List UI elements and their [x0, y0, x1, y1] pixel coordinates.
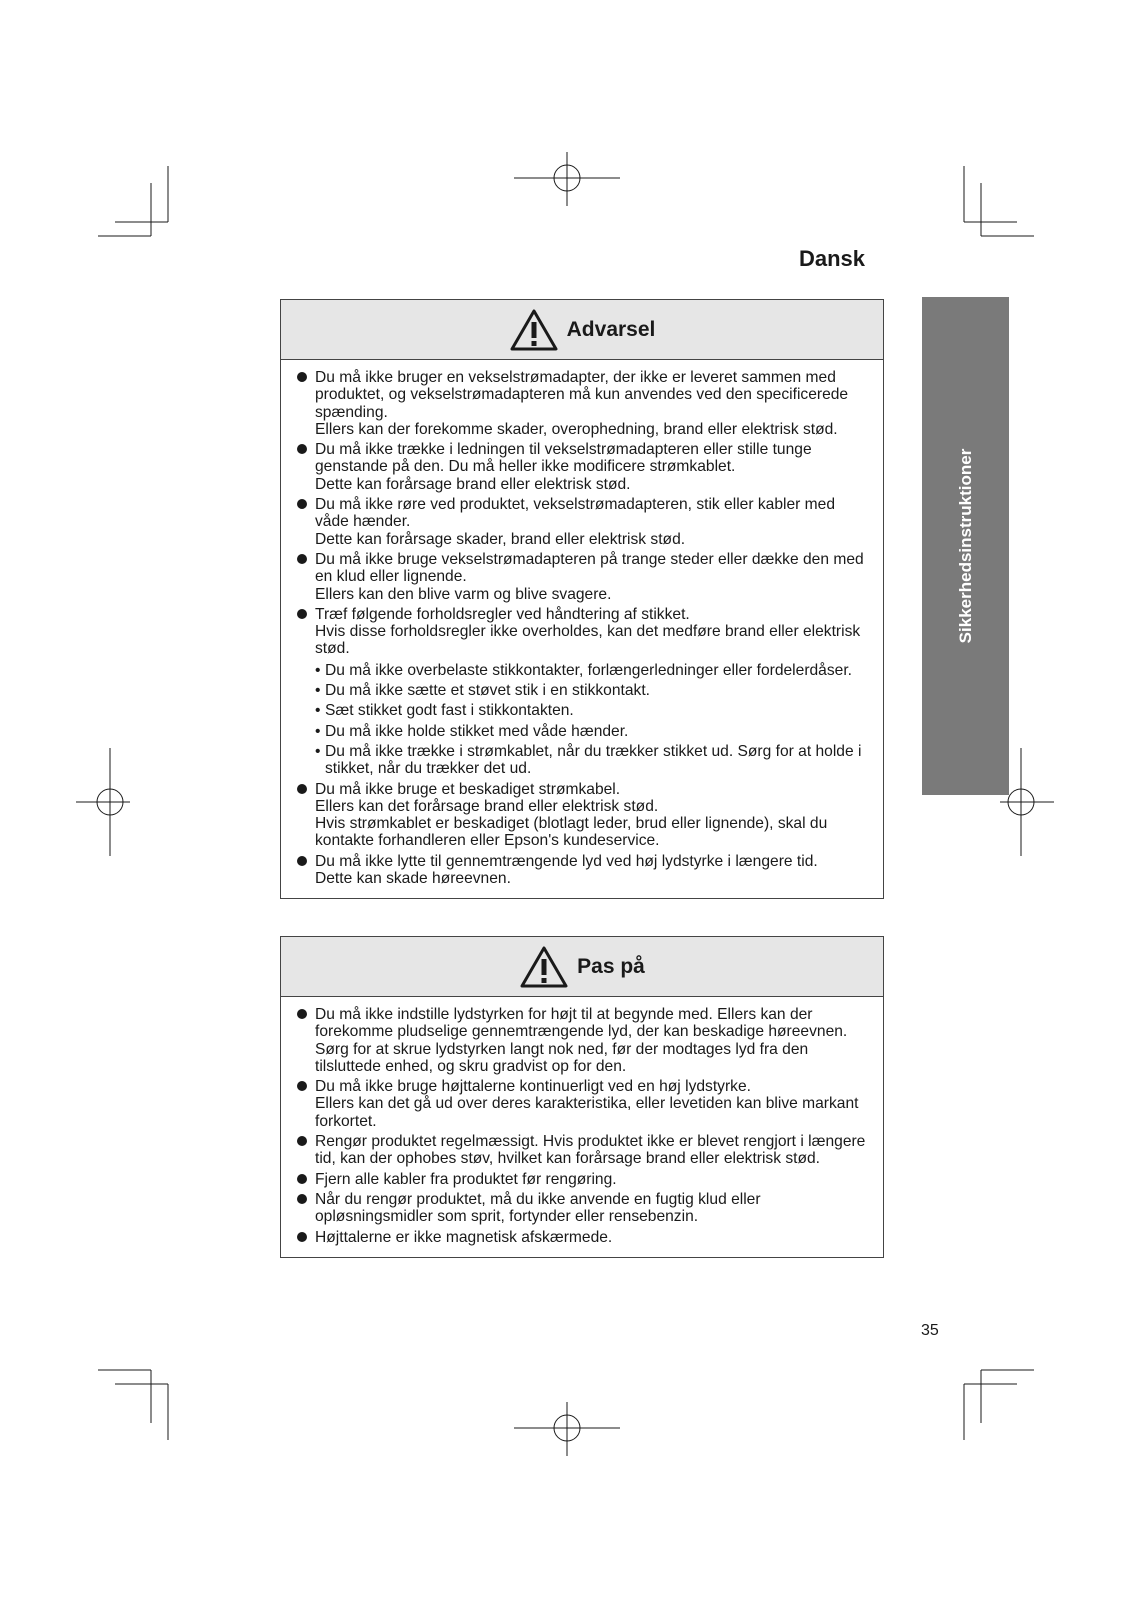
caution-item-text: Fjern alle kabler fra produktet før rengøring. [315, 1170, 617, 1188]
warning-item [295, 853, 871, 888]
language-heading: Dansk [798, 246, 865, 271]
caution-item [295, 1191, 871, 1226]
warning-subitem-text: Du må ikke overbelaste stikkontakter, forlængerledninger eller fordelerdåser. [325, 661, 852, 679]
caution-item-text: Du må ikke indstille lydstyrken for højt til at begynde med. Ellers kan der forekomme pludselige gennemtrængende lyd, der kan beskadige høreevnen. Sørg for at skrue lydstyrken langt nok ned, før der modtages lyd fra den tilsluttede enhed, og skru gradvist op for den. [315, 1006, 848, 1075]
registration-mark-bottom [514, 1402, 620, 1456]
caution-item-text: Højttalerne er ikke magnetisk afskærmede. [315, 1228, 613, 1246]
caution-item [295, 1078, 871, 1130]
caution-list [281, 997, 883, 1257]
caution-box-header [281, 937, 883, 997]
caution-title: Pas på [577, 954, 645, 978]
warning-title: Advarsel [566, 317, 656, 341]
warning-item-text: Ellers kan det forårsage brand eller elektrisk stød. [315, 797, 659, 815]
warning-subitem-text: Du må ikke sætte et støvet stik i en stikkontakt. [325, 682, 650, 700]
bullet-icon [297, 372, 307, 382]
caution-item [295, 1006, 871, 1075]
small-bullet-icon: • [315, 682, 321, 700]
warning-item [295, 551, 871, 603]
bullet-icon [297, 499, 307, 509]
warning-item-text: Du må ikke bruger en vekselstrømadapter, der ikke er leveret sammen med produktet, og vekselstrømadapteren må kun anvendes ved den specificerede spænding. [315, 369, 849, 421]
small-bullet-icon: • [315, 722, 321, 740]
bullet-icon [297, 1232, 307, 1242]
caution-item-text: Ellers kan det gå ud over deres karakteristika, eller levetiden kan blive markant forkortet. [315, 1095, 859, 1130]
bullet-icon [297, 1081, 307, 1091]
section-side-tab-label: Sikkerhedsinstruktioner [955, 448, 975, 644]
warning-item-text: Du må ikke lytte til gennemtrængende lyd ved høj lydstyrke i længere tid. [315, 852, 818, 870]
warning-item-text: Ellers kan der forekomme skader, overophedning, brand eller elektrisk stød. [315, 420, 838, 438]
bullet-icon [297, 1009, 307, 1019]
warning-item [295, 781, 871, 850]
registration-mark-top [514, 152, 620, 206]
page-number: 35 [921, 1322, 939, 1339]
warning-item [295, 496, 871, 548]
warning-subitem-text: Du må ikke trække i strømkablet, når du trækker stikket ud. Sørg for at holde i stikket, når du trækker det ud. [325, 742, 862, 778]
warning-item-text: Du må ikke trække i ledningen til vekselstrømadapteren eller stille tunge genstande på den. Du må heller ikke modificere strømkablet. [315, 441, 812, 476]
small-bullet-icon: • [315, 702, 321, 720]
warning-item-text: Du må ikke røre ved produktet, vekselstrømadapteren, stik eller kabler med våde hænder. [315, 496, 835, 531]
caution-box [280, 936, 884, 1258]
warning-subitem [315, 682, 871, 699]
warning-subitem [315, 723, 871, 740]
warning-subitem [315, 662, 871, 679]
registration-mark-left [76, 748, 130, 856]
small-bullet-icon: • [315, 661, 321, 679]
caution-item-text: Rengør produktet regelmæssigt. Hvis produktet ikke er blevet rengjort i længere tid, kan der ophobes støv, hvilket kan forårsage brand eller elektrisk stød. [315, 1133, 866, 1168]
warning-item-text: Ellers kan den blive varm og blive svagere. [315, 585, 612, 603]
warning-triangle-icon [519, 945, 569, 989]
section-side-tab [922, 297, 1009, 795]
warning-item [295, 606, 871, 778]
bullet-icon [297, 444, 307, 454]
warning-item-text: Træf følgende forholdsregler ved håndtering af stikket. [315, 605, 690, 623]
warning-item-text: Du må ikke bruge vekselstrømadapteren på trange steder eller dække den med en klud eller lignende. [315, 550, 864, 586]
warning-item-text: Hvis strømkablet er beskadiget (blotlagt leder, brud eller lignende), skal du kontakte forhandleren eller Epson's kundeservice. [315, 815, 828, 850]
caution-item-text: Når du rengør produktet, må du ikke anvende en fugtig klud eller opløsningsmidler som sprit, fortynder eller rensebenzin. [315, 1190, 761, 1226]
small-bullet-icon: • [315, 742, 321, 760]
warning-subitem-text: Du må ikke holde stikket med våde hænder. [325, 722, 629, 740]
warning-triangle-icon [509, 308, 559, 352]
bullet-icon [297, 784, 307, 794]
caution-item [295, 1171, 871, 1188]
bullet-icon [297, 1136, 307, 1146]
warning-item [295, 369, 871, 438]
warning-list [281, 360, 883, 898]
bullet-icon [297, 609, 307, 619]
warning-item-text: Dette kan skade høreevnen. [315, 870, 511, 888]
bullet-icon [297, 554, 307, 564]
warning-item-text: Dette kan forårsage skader, brand eller elektrisk stød. [315, 530, 686, 548]
warning-item [295, 441, 871, 493]
warning-subitem [315, 702, 871, 719]
warning-sublist [315, 662, 871, 778]
bullet-icon [297, 856, 307, 866]
warning-item-text: Hvis disse forholdsregler ikke overholdes, kan det medføre brand eller elektrisk stød. [315, 623, 861, 658]
warning-subitem [315, 743, 871, 778]
warning-item-text: Du må ikke bruge et beskadiget strømkabel. [315, 780, 621, 798]
caution-item [295, 1229, 871, 1246]
caution-item-text: Du må ikke bruge højttalerne kontinuerligt ved en høj lydstyrke. [315, 1078, 751, 1096]
bullet-icon [297, 1174, 307, 1184]
warning-box-header [281, 300, 883, 360]
caution-item [295, 1133, 871, 1168]
warning-item-text: Dette kan forårsage brand eller elektrisk stød. [315, 475, 631, 493]
warning-box [280, 299, 884, 899]
warning-subitem-text: Sæt stikket godt fast i stikkontakten. [325, 702, 574, 720]
bullet-icon [297, 1194, 307, 1204]
